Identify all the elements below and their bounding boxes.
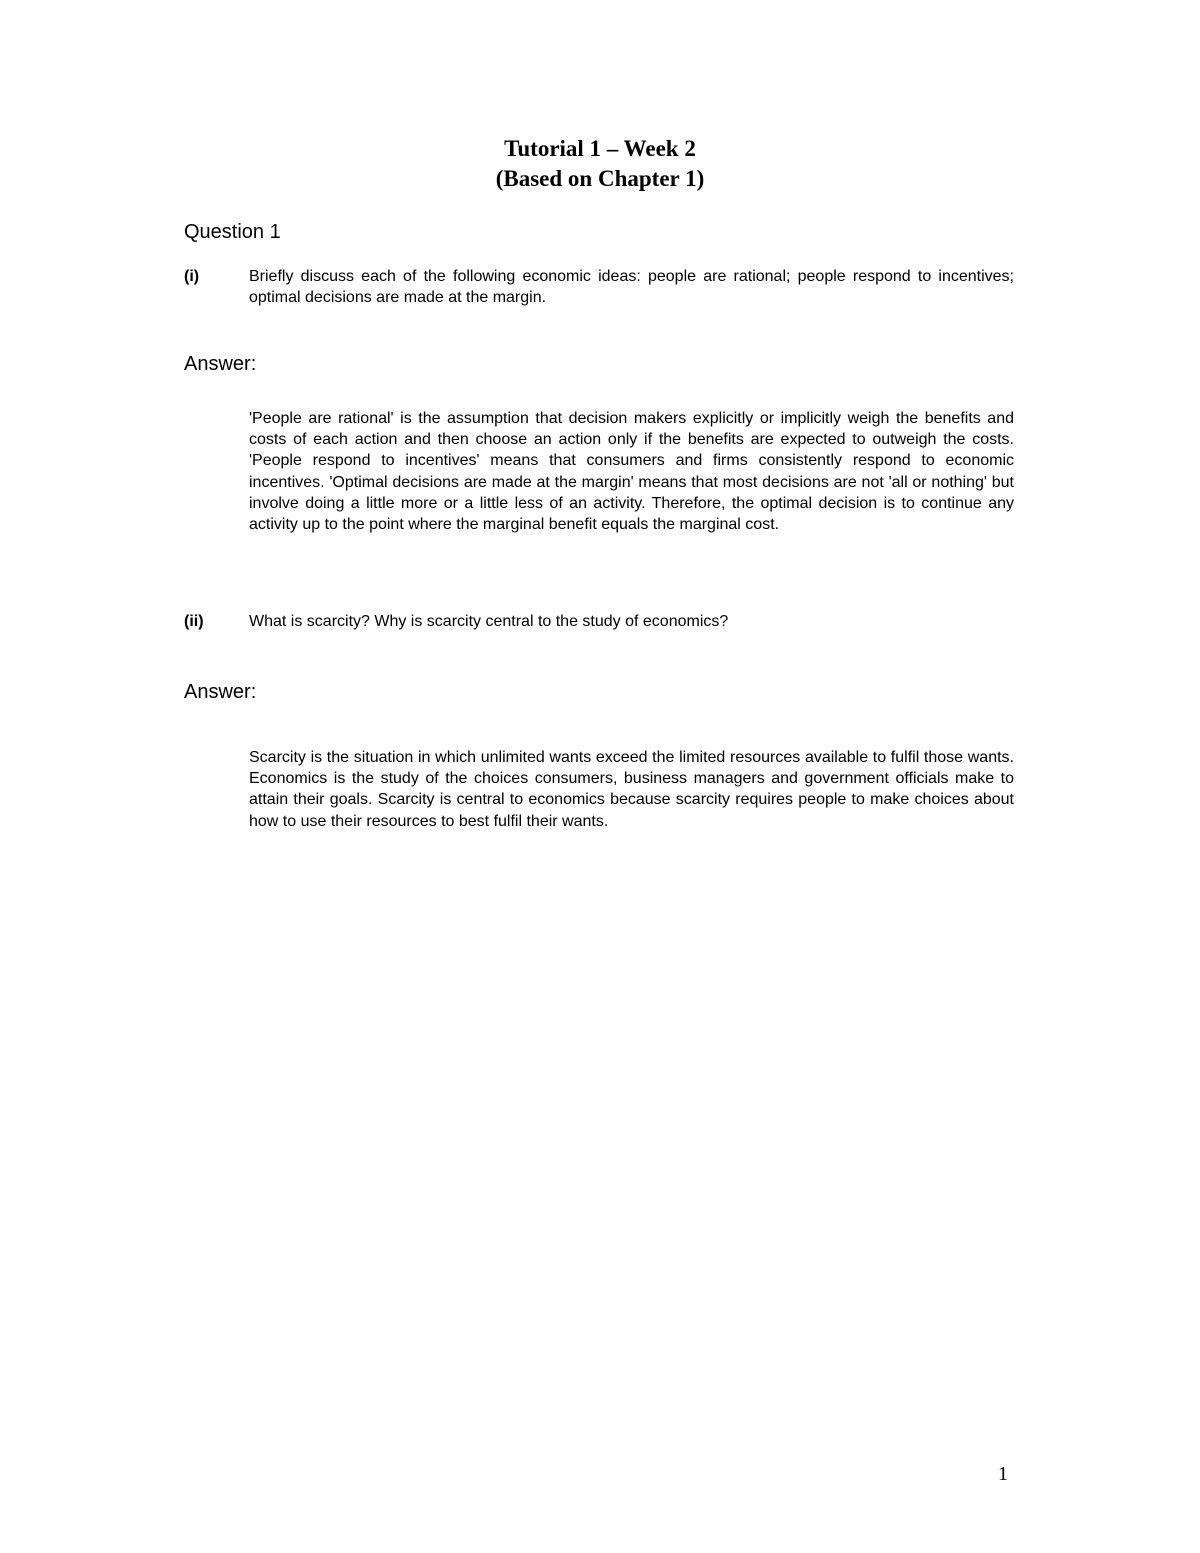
question-text-i: Briefly discuss each of the following economic ideas: people are rational; people respond to incentives; optimal decisions are made at the margin. (249, 268, 1014, 307)
document-subtitle: (Based on Chapter 1) (495, 166, 705, 191)
answer-heading-i: Answer: (184, 353, 257, 375)
answer-text-i: 'People are rational' is the assumption that decision makers explicitly or implicitly weigh the benefits and costs of each action and then choose an action only if the benefits are expected to outweigh the costs. 'People respond to incentives' means that consumers and firms consistently respond to economic incentives. 'Optimal decisions are made at the margin' means that most decisions are not 'all or nothing' but involve doing a little more or a little less of an activity. Therefore, the optimal decision is to continue any activity up to the point where the marginal benefit equals the marginal cost. (249, 410, 1014, 534)
question-text-ii: What is scarcity? Why is scarcity central to the study of economics? (249, 613, 729, 630)
answer-text-ii: Scarcity is the situation in which unlimited wants exceed the limited resources available to fulfil those wants. Economics is the study of the choices consumers, business managers and government officials make to attain their goals. Scarcity is central to economics because scarcity requires people to make choices about how to use their resources to best fulfil their wants. (249, 749, 1014, 830)
item-label-i: (i) (184, 268, 200, 285)
answer-heading-ii: Answer: (184, 681, 257, 703)
question-heading: Question 1 (184, 221, 281, 243)
item-label-ii: (ii) (184, 613, 204, 630)
document-title: Tutorial 1 – Week 2 (504, 136, 696, 161)
page-number: 1 (998, 1463, 1008, 1485)
